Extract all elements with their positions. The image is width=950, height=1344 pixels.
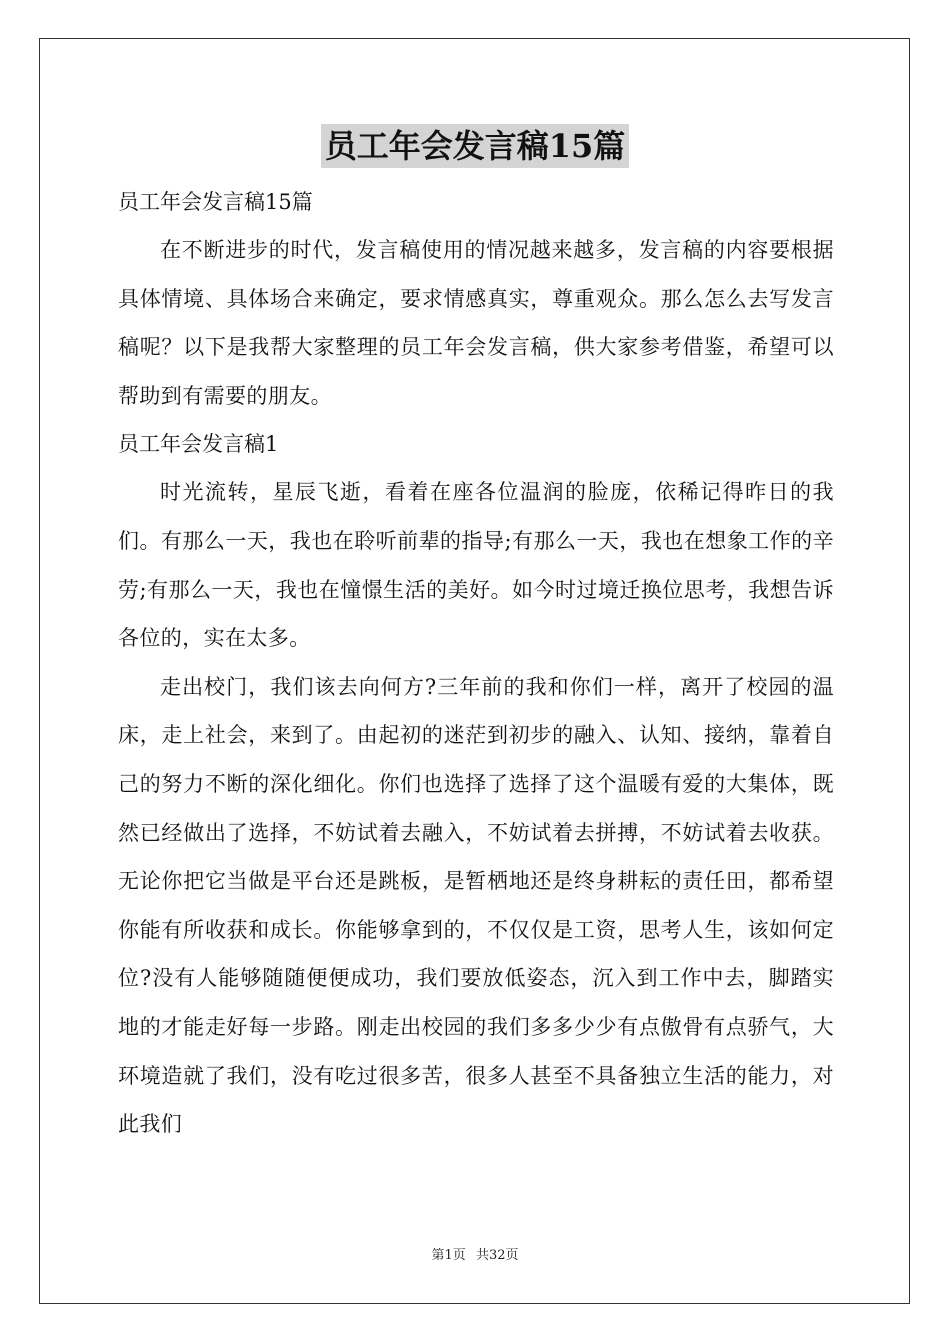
page-footer xyxy=(0,1247,950,1265)
total-pages: 共32页 xyxy=(475,1248,519,1263)
section-heading: 员工年会发言稿1 xyxy=(118,432,279,457)
body-paragraph: 走出校门，我们该去向何方?三年前的我和你们一样，离开了校园的温床，走上社会，来到了。由起初的迷茫到初步的融入、认知、接纳，靠着自己的努力不断的深化细化。你们也选择了选择了这个温暖有爱的大集体，既然已经做出了选择，不妨试着去融入，不妨试着去拼搏，不妨试着去收获。无论你把它当做是平台还是跳板，是暂栖地还是终身耕耘的责任田，都希望你能有所收获和成长。你能够拿到的，不仅仅是工资，思考人生，该如何定位?没有人能够随随便便成功，我们要放低姿态，沉入到工作中去，脚踏实地的才能走好每一步路。刚走出校园的我们多多少少有点傲骨有点骄气，大环境造就了我们，没有吃过很多苦，很多人甚至不具备独立生活的能力，对此我们 xyxy=(118,674,834,1137)
document-subtitle: 员工年会发言稿15篇 xyxy=(118,190,313,214)
document-title: 员工年会发言稿15篇 xyxy=(321,124,630,168)
title-container xyxy=(0,124,950,168)
document-body xyxy=(118,178,834,1149)
body-paragraph: 时光流转，星辰飞逝，看着在座各位温润的脸庞，依稀记得昨日的我们。有那么一天，我也在聆听前辈的指导;有那么一天，我也在想象工作的辛劳;有那么一天，我也在憧憬生活的美好。如今时过境迁换位思考，我想告诉各位的，实在太多。 xyxy=(118,480,834,651)
page-number: 第1页 xyxy=(431,1248,466,1263)
intro-paragraph: 在不断进步的时代，发言稿使用的情况越来越多，发言稿的内容要根据具体情境、具体场合来确定，要求情感真实，尊重观众。那么怎么去写发言稿呢？以下是我帮大家整理的员工年会发言稿，供大家参考借鉴，希望可以帮助到有需要的朋友。 xyxy=(118,238,834,408)
